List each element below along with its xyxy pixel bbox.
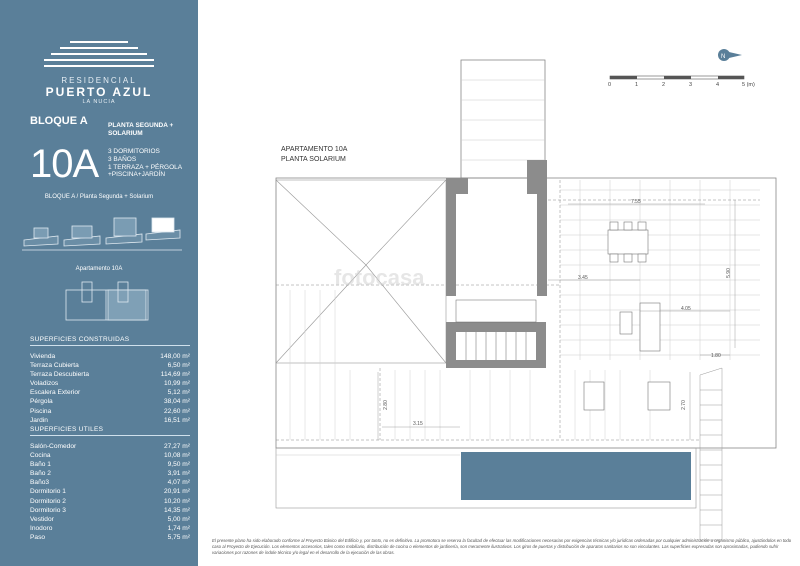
north-arrow-icon xyxy=(718,49,742,61)
brand-name: PUERTO AZUL xyxy=(45,85,153,99)
scale-tick: 5 (m) xyxy=(742,82,755,88)
apartment-label: Apartamento 10A xyxy=(75,266,123,272)
exterior-stair xyxy=(700,368,722,540)
scale-tick: 4 xyxy=(716,82,720,88)
pool xyxy=(461,452,691,500)
scale-tick: 2 xyxy=(662,82,666,88)
plan-title: APARTAMENTO 10A xyxy=(281,146,348,153)
dimension-label: 5.90 xyxy=(725,268,732,278)
dimension-label: 2.80 xyxy=(382,400,389,410)
table-row: Inodoro 1,74 m² xyxy=(30,524,190,532)
svg-text:N: N xyxy=(721,54,726,60)
location-line: BLOQUE A / Planta Segunda + Solarium xyxy=(44,194,154,200)
table-row: Voladizos 10,99 m² xyxy=(30,380,190,388)
feature-pool-garden: +PISCINA+JARDÍN xyxy=(108,171,166,179)
table-row: Terraza Cubierta 6,50 m² xyxy=(30,362,190,370)
table-row: Baño 1 9,50 m² xyxy=(30,461,190,469)
table-row: Dormitorio 3 14,35 m² xyxy=(30,506,190,514)
dimension-label: 1.80 xyxy=(711,353,721,359)
plan-title-block xyxy=(281,145,347,165)
useful-areas-title: SUPERFICIES UTILES xyxy=(30,426,104,433)
table-row: Terraza Descubierta 114,69 m² xyxy=(30,371,190,379)
table-row: Cocina 10,08 m² xyxy=(30,452,190,460)
watermark: fotocasa xyxy=(334,265,425,290)
table-row: Dormitorio 1 20,91 m² xyxy=(30,488,190,496)
lounger-icon xyxy=(584,382,670,410)
unit-code: 10A xyxy=(30,142,99,186)
brand-sub: LA NUCIA xyxy=(82,99,116,105)
floor-title: PLANTA SEGUNDA + SOLARIUM xyxy=(108,122,174,137)
table-row: Piscina 22,60 m² xyxy=(30,407,190,415)
table-row: Vivienda 148,00 m² xyxy=(30,353,190,360)
built-areas-title: SUPERFICIES CONSTRUIDAS xyxy=(30,336,130,343)
feature-bathrooms: 3 BAÑOS xyxy=(108,155,137,163)
table-row: Salón-Comedor 27,27 m² xyxy=(30,443,190,450)
scale-tick: 3 xyxy=(689,82,693,88)
dining-table-icon xyxy=(608,222,648,262)
dimension-label: 7.55 xyxy=(631,199,641,205)
table-row: Vestidor 5,00 m² xyxy=(30,515,190,523)
table-row: Jardin 16,51 m² xyxy=(30,416,190,424)
table-row: Escalera Exterior 5,12 m² xyxy=(30,389,190,397)
table-row: Dormitorio 2 10,20 m² xyxy=(30,497,190,505)
table-row: Pérgola 38,04 m² xyxy=(30,398,190,406)
table-row: Paso 5,75 m² xyxy=(30,533,190,541)
dimension-label: 4.05 xyxy=(681,306,691,312)
scale-bar xyxy=(610,76,744,79)
plan-subtitle: PLANTA SOLARIUM xyxy=(281,156,346,163)
brand-top: RESIDENCIAL xyxy=(61,76,137,85)
solarium-hatch xyxy=(461,80,545,160)
feature-bedrooms: 3 DORMITORIOS xyxy=(108,148,160,155)
scale-tick: 0 xyxy=(608,82,612,88)
table-row: Baño3 4,07 m² xyxy=(30,479,190,487)
dimension-label: 3.15 xyxy=(413,421,423,427)
stair-core-walls xyxy=(446,160,547,368)
legal-disclaimer: El presente plano ha sido elaborado conforme al Proyecto Básico del Edificio y, por tanto, no es definitivo. La promotora se reserva la facultad de efectuar las modificaciones necesarias por exigencias técnicas y/o jurídicas ordenadas por cualquier administración u organismo público, ajustándolos en todo caso al Proyecto de Ejecución. Los elementos accesorios, tales como mobiliario, distribución de cocina o elementos de jardinería, son meramente ilustrativos. Los giros de puertas y distribución de aparatos sanitarios no son vinculantes. Las superficies expresadas son aproximadas, pudiendo sufrir variaciones por razones de índole técnico y/o legal en el desarrollo de la ejecución de las obras. xyxy=(212,538,792,555)
dimension-label: 3.45 xyxy=(578,275,588,281)
feature-terrace: 1 TERRAZA + PÉRGOLA xyxy=(108,163,183,171)
block-title: BLOQUE A xyxy=(30,115,88,127)
dimension-label: 2.70 xyxy=(680,400,687,410)
scale-tick: 1 xyxy=(635,82,639,88)
table-row: Baño 2 3,91 m² xyxy=(30,470,190,478)
plan-boundary xyxy=(276,178,776,448)
